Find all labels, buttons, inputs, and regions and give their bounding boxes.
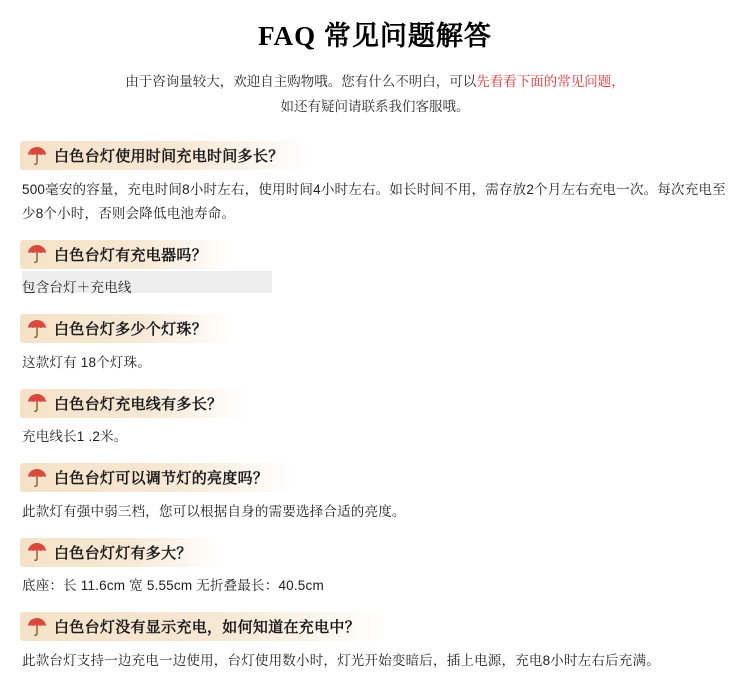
faq-question-text: 白色台灯灯有多大？	[54, 544, 192, 562]
umbrella-icon	[26, 393, 48, 413]
faq-question-text: 白色台灯没有显示充电，如何知道在充电中？	[54, 619, 361, 636]
faq-item	[18, 389, 732, 450]
faq-question-row	[20, 389, 248, 418]
faq-question-row	[20, 314, 233, 343]
umbrella-icon	[26, 146, 48, 166]
faq-answer-text: 这款灯有 18个灯珠。	[22, 354, 151, 370]
faq-answer-wrap	[18, 269, 732, 300]
intro-paragraph	[75, 69, 675, 119]
faq-item	[18, 314, 732, 375]
intro-line2: 如还有疑问请联系我们客服哦。	[280, 99, 470, 114]
faq-question-text: 白色台灯充电线有多长？	[54, 395, 223, 413]
faq-question-row	[20, 141, 310, 170]
umbrella-icon	[26, 542, 48, 562]
faq-answer-text: 充电线长1 .2米。	[22, 429, 128, 444]
faq-answer-text: 此款台灯支持一边充电一边使用，台灯使用数小时，灯光开始变暗后，插上电源，充电8小时左右后充满。	[22, 652, 660, 668]
intro-line1-highlight: 先看看下面的常见问题，	[476, 74, 625, 89]
faq-item	[18, 240, 732, 301]
umbrella-icon	[26, 617, 48, 637]
faq-item	[18, 612, 732, 673]
faq-item	[18, 538, 732, 599]
faq-question-text: 白色台灯多少个灯珠？	[54, 321, 208, 338]
faq-answer-text: 底座：长 11.6cm 宽 5.55cm 无折叠最长：40.5cm	[22, 578, 324, 593]
intro-line1-before: 由于咨询量较大，欢迎自主购物哦。您有什么不明白，可以	[125, 74, 477, 89]
faq-list	[0, 141, 750, 673]
umbrella-icon	[26, 319, 48, 339]
faq-item	[18, 141, 732, 226]
faq-question-row	[20, 240, 233, 269]
page-title: FAQ 常见问题解答	[258, 21, 492, 51]
faq-question-row	[20, 612, 386, 641]
faq-question-text: 白色台灯使用时间充电时间多长？	[54, 148, 284, 165]
faq-answer-text: 此款灯有强中弱三档，您可以根据自身的需要选择合适的亮度。	[22, 503, 406, 519]
faq-question-row	[20, 538, 218, 567]
umbrella-icon	[26, 468, 48, 488]
faq-question-text: 白色台灯可以调节灯的亮度吗？	[54, 470, 269, 487]
faq-question-text: 白色台灯有充电器吗？	[54, 246, 208, 264]
faq-answer-text: 500毫安的容量，充电时间8小时左右，使用时间4小时左右。如长时间不用，需存放2个月左右充电一次。每次充电至少8个小时，否则会降低电池寿命。	[22, 181, 726, 221]
faq-question-row	[20, 463, 294, 492]
faq-answer-text: 包含台灯＋充电线	[22, 280, 132, 295]
umbrella-icon	[26, 244, 48, 264]
faq-item	[18, 463, 732, 524]
